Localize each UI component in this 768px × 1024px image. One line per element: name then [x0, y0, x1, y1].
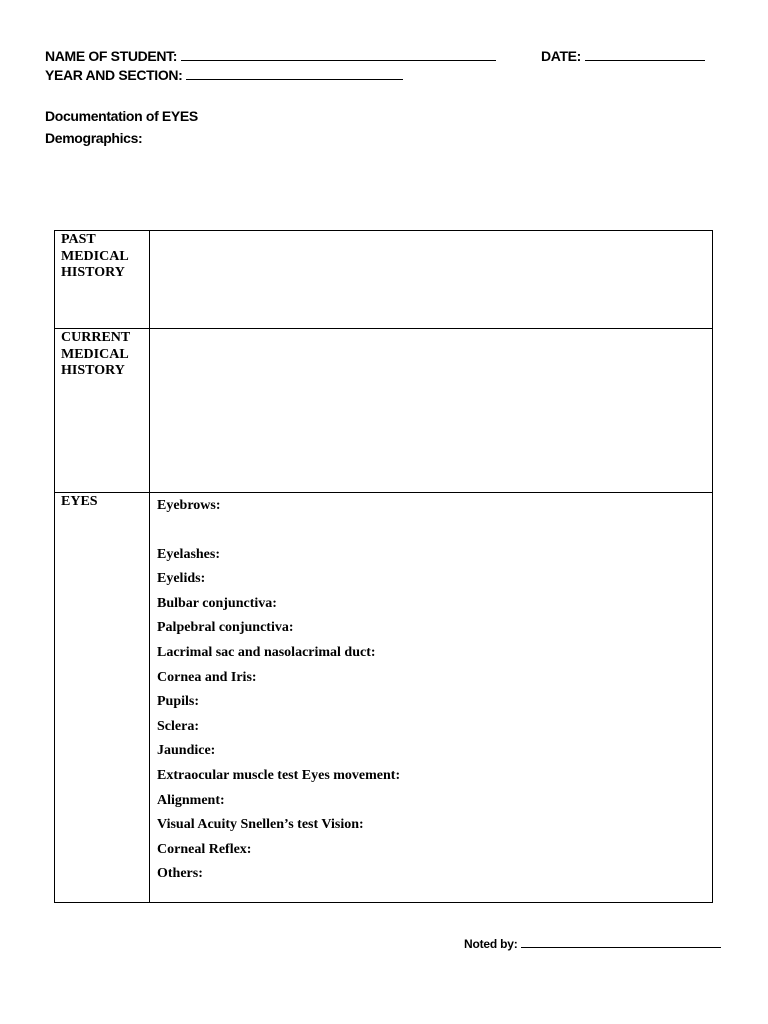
label-line: PAST [61, 232, 96, 247]
eyes-item: Lacrimal sac and nasolacrimal duct: [157, 644, 376, 660]
student-name-row [45, 47, 496, 64]
eyes-row [55, 493, 713, 903]
eyes-assessment-field[interactable] [150, 493, 713, 903]
eyes-item: Bulbar conjunctiva: [157, 595, 277, 611]
eyes-item: Sclera: [157, 718, 199, 734]
year-section-row [45, 66, 403, 83]
eyes-item: Eyebrows: [157, 498, 221, 513]
date-label: DATE: [541, 48, 581, 64]
noted-by-label: Noted by: [464, 937, 518, 951]
past-medical-history-row [55, 231, 713, 329]
eyes-item: Corneal Reflex: [157, 841, 252, 857]
year-section-label: YEAR AND SECTION: [45, 67, 183, 83]
eyes-item: Palpebral conjunctiva: [157, 620, 294, 636]
eyes-item: Cornea and Iris: [157, 669, 257, 685]
eyes-label: EYES [55, 493, 150, 903]
eyes-item: Alignment: [157, 792, 225, 808]
noted-by-row [464, 936, 721, 952]
demographics-label: Demographics: [45, 130, 143, 146]
eyes-item: Eyelids: [157, 571, 206, 587]
label-line: HISTORY [61, 363, 125, 378]
label-line: MEDICAL [61, 248, 129, 264]
noted-by-field[interactable] [521, 936, 721, 948]
document-title: Documentation of EYES [45, 108, 198, 124]
eyes-item: Others: [157, 866, 203, 882]
assessment-table [54, 230, 713, 903]
past-medical-history-field[interactable] [150, 231, 713, 329]
eyes-item: Eyelashes: [157, 546, 220, 562]
student-name-label: NAME OF STUDENT: [45, 48, 178, 64]
label-line: HISTORY [61, 265, 125, 280]
label-line: CURRENT [61, 330, 131, 345]
label-line: MEDICAL [61, 346, 129, 362]
eyes-item: Visual Acuity Snellen’s test Vision: [157, 817, 364, 833]
date-row [541, 47, 705, 64]
eyes-item: Extraocular muscle test Eyes movement: [157, 767, 401, 783]
current-medical-history-label [55, 329, 150, 493]
date-field[interactable] [585, 47, 705, 61]
student-name-field[interactable] [181, 47, 496, 61]
past-medical-history-label [55, 231, 150, 329]
year-section-field[interactable] [186, 66, 403, 80]
eyes-item: Pupils: [157, 694, 200, 710]
eyes-item: Jaundice: [157, 743, 216, 759]
current-medical-history-row [55, 329, 713, 493]
current-medical-history-field[interactable] [150, 329, 713, 493]
